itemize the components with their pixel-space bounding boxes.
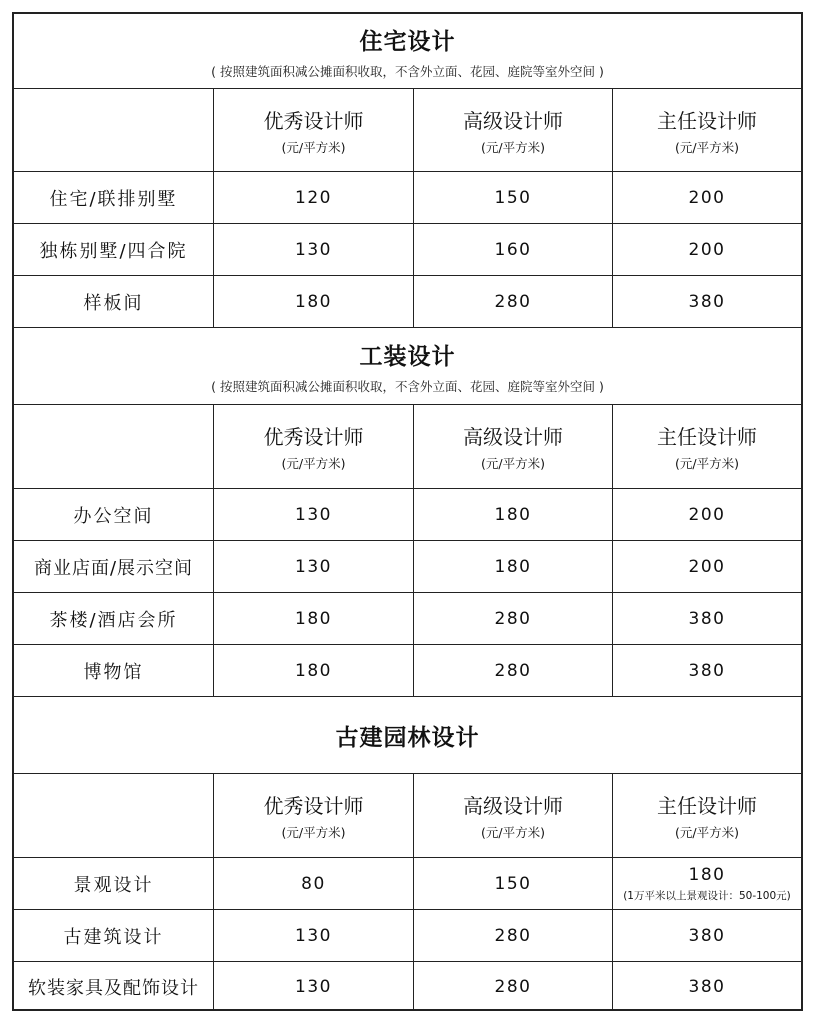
price-value: 160 <box>494 239 532 260</box>
column-unit: (元/平方米) <box>281 139 346 155</box>
price-value: 280 <box>494 976 532 997</box>
section-title: 古建园林设计 <box>335 724 480 751</box>
price-value: 150 <box>494 187 532 208</box>
price-value: 280 <box>494 608 532 629</box>
column-unit: (元/平方米) <box>675 825 739 840</box>
column-title: 高级设计师 <box>463 425 563 449</box>
section-note: ( 按照建筑面积减公摊面积收取，不含外立面、花园、庭院等室外空间 ) <box>211 63 604 79</box>
row-label: 样板间 <box>83 292 144 314</box>
price-value: 180 <box>494 504 532 525</box>
price-value: 380 <box>688 660 726 681</box>
column-header-row <box>14 89 801 172</box>
empty-header-cell <box>14 405 214 488</box>
price-value: 200 <box>688 556 726 577</box>
table-row <box>14 224 801 276</box>
price-value: 380 <box>688 291 726 312</box>
table-row <box>14 172 801 224</box>
price-value: 280 <box>494 291 532 312</box>
section-title: 住宅设计 <box>359 28 456 55</box>
price-value: 180 <box>688 864 726 885</box>
column-unit: (元/平方米) <box>281 825 346 840</box>
row-label: 茶楼/酒店会所 <box>49 609 178 631</box>
table-row <box>14 489 801 541</box>
price-value: 280 <box>494 660 532 681</box>
price-value: 130 <box>295 976 332 997</box>
price-value: 150 <box>494 873 532 894</box>
price-value: 120 <box>295 187 332 208</box>
row-label: 博物馆 <box>83 661 144 683</box>
column-header-row <box>14 774 801 858</box>
row-label: 景观设计 <box>73 874 154 896</box>
column-unit: (元/平方米) <box>675 139 739 155</box>
empty-header-cell <box>14 89 214 171</box>
price-value: 200 <box>688 504 726 525</box>
price-note: (1万平米以上景观设计：50-100元) <box>623 889 791 902</box>
section-header-commercial <box>14 328 801 405</box>
row-label: 独栋别墅/四合院 <box>39 240 188 262</box>
price-value: 200 <box>688 239 726 260</box>
column-unit: (元/平方米) <box>481 825 545 840</box>
row-label: 住宅/联排别墅 <box>49 188 178 210</box>
empty-header-cell <box>14 774 214 857</box>
price-value: 130 <box>295 504 332 525</box>
column-header-row <box>14 405 801 489</box>
table-row <box>14 593 801 645</box>
price-value: 180 <box>295 608 332 629</box>
row-label: 商业店面/展示空间 <box>33 557 194 579</box>
column-title: 高级设计师 <box>463 108 563 133</box>
column-unit: (元/平方米) <box>481 456 545 471</box>
price-value: 180 <box>494 556 532 577</box>
table-row <box>14 645 801 697</box>
price-value: 130 <box>295 239 332 260</box>
table-row <box>14 858 801 910</box>
price-value: 380 <box>688 608 726 629</box>
column-title: 主任设计师 <box>657 425 757 449</box>
table-row <box>14 910 801 962</box>
price-value: 180 <box>295 660 332 681</box>
table-row <box>14 962 801 1011</box>
column-title: 优秀设计师 <box>263 425 364 449</box>
column-unit: (元/平方米) <box>481 139 545 155</box>
column-unit: (元/平方米) <box>675 456 739 471</box>
row-label: 软装家具及配饰设计 <box>28 977 199 999</box>
table-row <box>14 541 801 593</box>
section-header-residential <box>14 14 801 89</box>
table-row <box>14 276 801 328</box>
row-label: 办公空间 <box>73 505 154 527</box>
section-header-landscape <box>14 697 801 774</box>
price-value: 280 <box>494 925 532 946</box>
row-label: 古建筑设计 <box>63 926 164 948</box>
price-value: 200 <box>688 187 726 208</box>
column-title: 高级设计师 <box>463 794 563 818</box>
column-title: 主任设计师 <box>657 794 757 818</box>
section-note: ( 按照建筑面积减公摊面积收取，不含外立面、花园、庭院等室外空间 ) <box>211 378 604 394</box>
price-value: 130 <box>295 925 332 946</box>
column-unit: (元/平方米) <box>281 456 346 471</box>
section-title: 工装设计 <box>359 343 456 370</box>
price-value: 380 <box>688 976 726 997</box>
column-title: 主任设计师 <box>657 108 757 133</box>
price-value: 80 <box>301 873 326 894</box>
price-value: 130 <box>295 556 332 577</box>
price-value: 180 <box>295 291 332 312</box>
price-table <box>12 12 803 1011</box>
column-title: 优秀设计师 <box>263 108 364 133</box>
price-value: 380 <box>688 925 726 946</box>
column-title: 优秀设计师 <box>263 794 364 818</box>
